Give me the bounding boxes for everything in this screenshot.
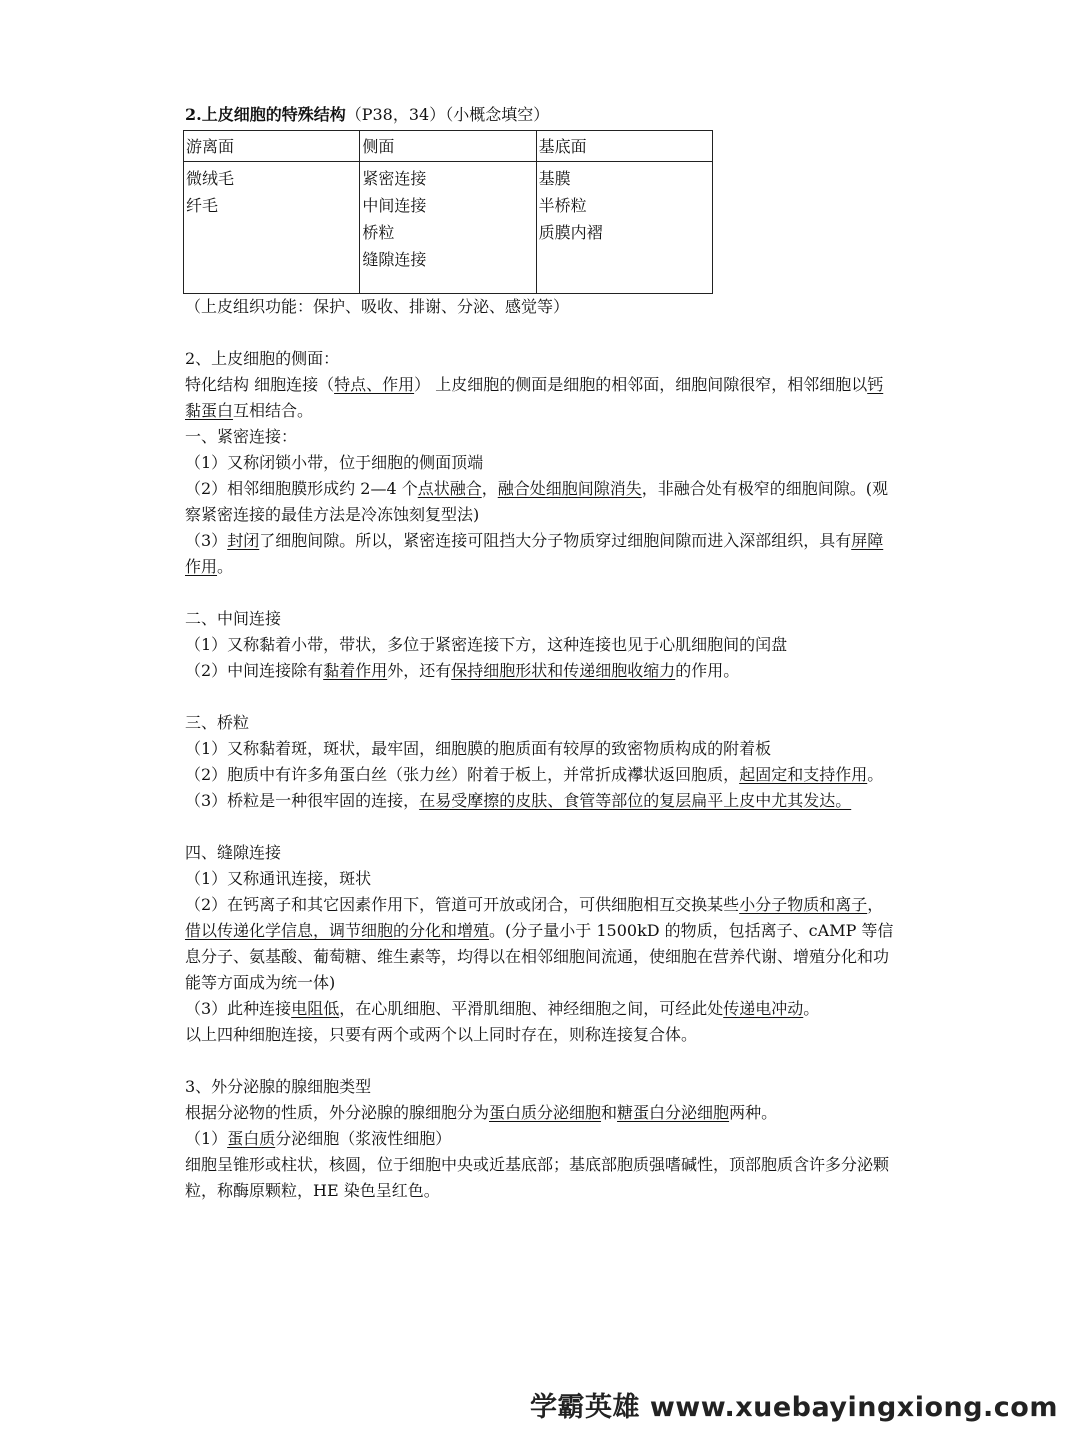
- gap-junction-p2: [185, 892, 897, 996]
- exocrine-p1: [185, 1100, 897, 1126]
- table-cell-item: 缝隙连接: [362, 250, 427, 269]
- header-lateral-surface: 侧面: [360, 131, 536, 162]
- underlined-text: 借以传递化学信息，调节细胞的分化和增殖: [185, 921, 490, 940]
- table-cell-item: 纤毛: [186, 196, 219, 215]
- lateral-surface-cell: [360, 162, 536, 294]
- text-run: 。: [803, 999, 820, 1018]
- desmosome-heading: 三、桥粒: [185, 713, 250, 732]
- text-run: 互相结合。: [233, 401, 314, 420]
- table-cell-item: 微绒毛: [186, 169, 235, 188]
- text-run: ，在心肌细胞、平滑肌细胞、神经细胞之间，可经此处: [339, 999, 724, 1018]
- text-run: 和: [601, 1103, 618, 1122]
- text-run: 分泌细胞（浆液性细胞）: [275, 1129, 452, 1148]
- text-run: 。: [217, 557, 234, 576]
- text-run: 特化结构 细胞连接（: [185, 375, 335, 394]
- exocrine-heading: 3、外分泌腺的腺细胞类型: [185, 1077, 372, 1096]
- intermediate-junction-p2: [185, 658, 897, 684]
- section-title: [185, 103, 897, 127]
- gap-junction-heading: 四、缝隙连接: [185, 843, 282, 862]
- text-run: 根据分泌物的性质，外分泌腺的腺细胞分为: [185, 1103, 490, 1122]
- document-page: [185, 103, 897, 1204]
- text-run: ） 上皮细胞的侧面是细胞的相邻面，细胞间隙很窄，相邻细胞以: [414, 375, 868, 394]
- table-cell-item: 质膜内褶: [538, 223, 603, 242]
- underlined-text: 蛋白质: [227, 1129, 276, 1148]
- structure-table: [183, 130, 713, 294]
- tight-junction-p2: [185, 476, 897, 528]
- underlined-text: 黏着作用: [323, 661, 388, 680]
- site-watermark: 学霸英雄 www.xuebayingxiong.com: [529, 1392, 1058, 1423]
- gap-junction-p1: （1）又称通讯连接，斑状: [185, 869, 372, 888]
- text-run: 了细胞间隙。所以，紧密连接可阻挡大分子物质穿过细胞间隙而进入深部组织，具有: [259, 531, 852, 550]
- tight-junction-p3: [185, 528, 897, 580]
- text-run: （2）相邻细胞膜形成约 2—4 个: [185, 479, 418, 498]
- table-row: [184, 162, 713, 294]
- underlined-text: 封闭: [227, 531, 260, 550]
- intermediate-junction-p1: （1）又称黏着小带，带状，多位于紧密连接下方，这种连接也见于心肌细胞间的闰盘: [185, 635, 788, 654]
- basal-surface-cell: [536, 162, 712, 294]
- underlined-text: 在易受摩擦的皮肤、食管等部位的复层扁平上皮中尤其发达。: [419, 791, 852, 810]
- table-cell-item: 桥粒: [362, 223, 395, 242]
- header-basal-surface: 基底面: [536, 131, 712, 162]
- header-free-surface: 游离面: [184, 131, 360, 162]
- section-title-bold: 2.上皮细胞的特殊结构: [185, 105, 346, 124]
- function-note: （上皮组织功能：保护、吸收、排谢、分泌、感觉等）: [185, 297, 570, 316]
- tight-junction-p1: （1）又称闭锁小带，位于细胞的侧面顶端: [185, 453, 484, 472]
- text-run: （2）中间连接除有: [185, 661, 324, 680]
- desmosome-p2: [185, 762, 897, 788]
- text-run: （2）在钙离子和其它因素作用下，管道可开放或闭合，可供细胞相互交换某些: [185, 895, 740, 914]
- section-title-rest: （P38，34）（小概念填空）: [345, 105, 550, 124]
- text-run: 外，还有: [387, 661, 452, 680]
- desmosome-p1: （1）又称黏着斑，斑状，最牢固，细胞膜的胞质面有较厚的致密物质构成的附着板: [185, 739, 772, 758]
- text-run: 两种。: [729, 1103, 778, 1122]
- underlined-text: 电阻低: [291, 999, 340, 1018]
- lateral-intro: [185, 372, 897, 424]
- underlined-text: 融合处细胞间隙消失: [497, 479, 642, 498]
- underlined-text: 特点、作用: [334, 375, 415, 394]
- tight-junction-heading: 一、紧密连接：: [185, 427, 298, 446]
- text-run: （3）桥粒是一种很牢固的连接，: [185, 791, 420, 810]
- underlined-text: 钙黏蛋白: [185, 375, 884, 420]
- underlined-text: 小分子物质和离子: [739, 895, 868, 914]
- free-surface-cell: [184, 162, 360, 294]
- lateral-heading: 2、上皮细胞的侧面：: [185, 349, 340, 368]
- text-run: ，: [867, 895, 884, 914]
- desmosome-p3: [185, 788, 897, 814]
- text-run: （3）此种连接: [185, 999, 292, 1018]
- underlined-text: 传递电冲动: [723, 999, 804, 1018]
- underlined-text: 保持细胞形状和传递细胞收缩力: [451, 661, 676, 680]
- junctional-complex-summary: 以上四种细胞连接，只要有两个或两个以上同时存在，则称连接复合体。: [185, 1025, 698, 1044]
- table-cell-item: 中间连接: [362, 196, 427, 215]
- underlined-text: 起固定和支持作用: [739, 765, 868, 784]
- underlined-text: 点状融合: [417, 479, 482, 498]
- underlined-text: 屏障作用: [185, 531, 884, 576]
- exocrine-p3: 细胞呈锥形或柱状，核圆，位于细胞中央或近基底部；基底部胞质强嗜碱性，顶部胞质含许多分泌颗粒，称酶原颗粒，HE 染色呈红色。: [185, 1155, 890, 1200]
- text-run: （3）: [185, 531, 228, 550]
- text-run: （2）胞质中有许多角蛋白丝（张力丝）附着于板上，并常折成襻状返回胞质，: [185, 765, 740, 784]
- underlined-text: 蛋白质分泌细胞: [489, 1103, 602, 1122]
- table-header-row: [184, 131, 713, 162]
- table-cell-item: 基膜: [538, 169, 571, 188]
- text-run: 。(分子量小于 1500kD 的物质，包括离子、cAMP 等信息分子、氨基酸、葡萄糖、维生素等，均得以在相邻细胞间流通，使细胞在营养代谢、增殖分化和功能等方面成为统一体): [185, 921, 894, 992]
- text-run: 。: [867, 765, 884, 784]
- text-run: （1）: [185, 1129, 228, 1148]
- table-cell-item: 半桥粒: [538, 196, 587, 215]
- text-run: ，非融合处有极窄的细胞间隙。(观察紧密连接的最佳方法是冷冻蚀刻复型法): [185, 479, 889, 524]
- exocrine-p2: [185, 1126, 897, 1152]
- underlined-text: 糖蛋白分泌细胞: [617, 1103, 730, 1122]
- intermediate-junction-heading: 二、中间连接: [185, 609, 282, 628]
- table-cell-item: 紧密连接: [362, 169, 427, 188]
- text-run: ，: [481, 479, 498, 498]
- gap-junction-p3: [185, 996, 897, 1022]
- text-run: 的作用。: [675, 661, 740, 680]
